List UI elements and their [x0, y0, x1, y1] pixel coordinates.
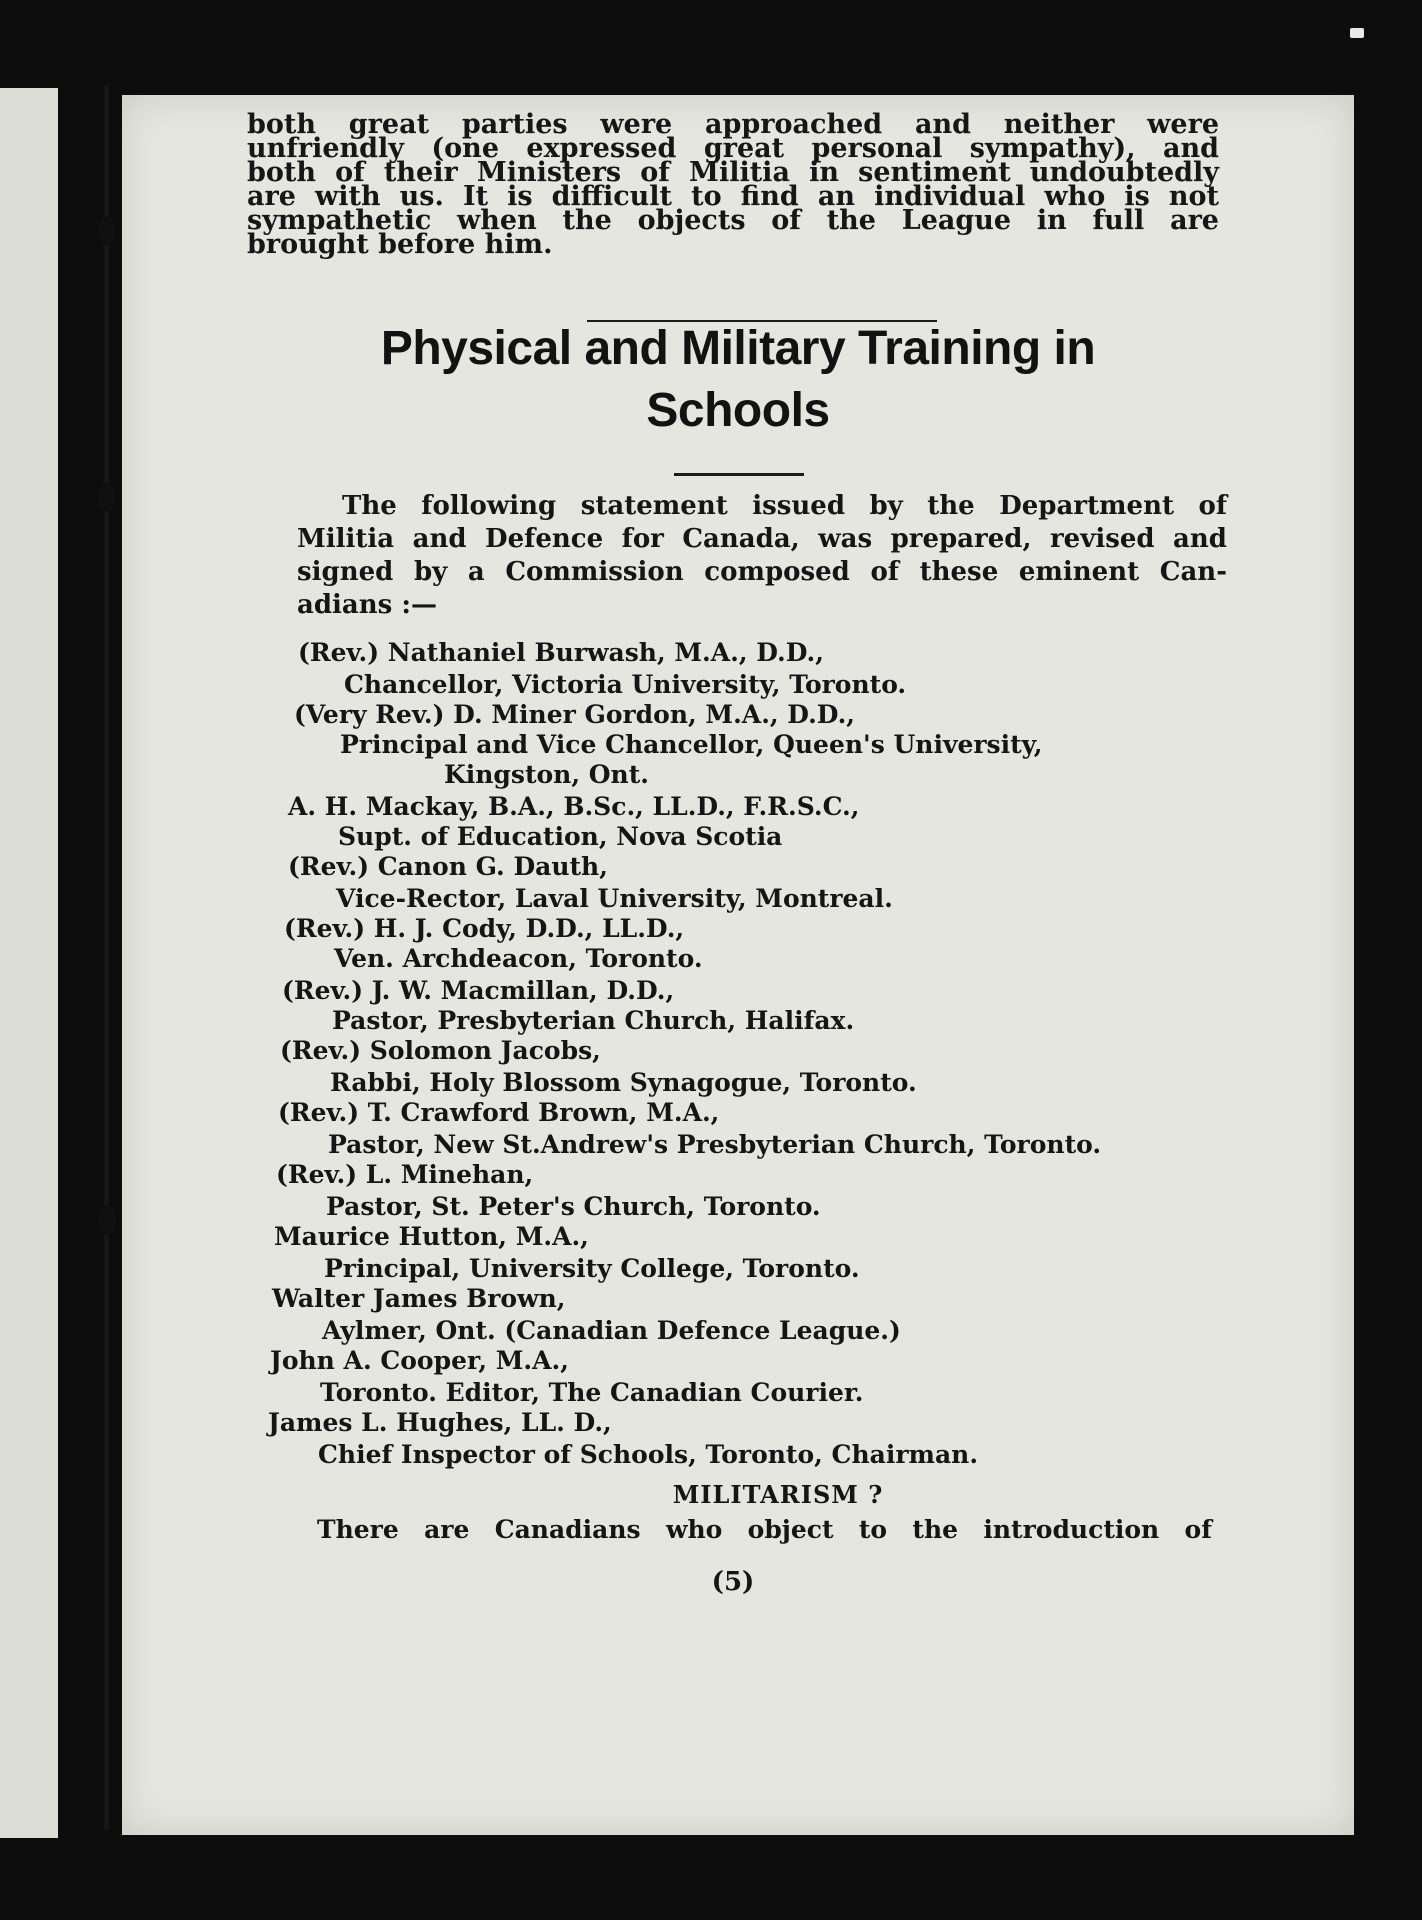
text-line: There are Canadians who object to the introduction of: [317, 1515, 1212, 1544]
text-line: both great parties were approached and neither were: [247, 109, 1219, 140]
list-item: Pastor, St. Peter's Church, Toronto.: [326, 1192, 821, 1221]
list-item: James L. Hughes, LL. D.,: [268, 1408, 612, 1437]
statement-paragraph: [297, 490, 1227, 622]
closing-paragraph: [317, 1513, 1212, 1546]
section-subheading: MILITARISM ?: [672, 1480, 884, 1509]
list-item: (Rev.) Canon G. Dauth,: [288, 852, 608, 881]
binding-mark: [98, 482, 116, 512]
film-mark: [1350, 28, 1364, 38]
text-line: Militia and Defence for Canada, was prepared, revised and: [297, 524, 1227, 554]
list-item: Aylmer, Ont. (Canadian Defence League.): [322, 1316, 901, 1345]
list-item: Pastor, Presbyterian Church, Halifax.: [332, 1006, 855, 1035]
binding-mark: [98, 1205, 116, 1235]
article-title-line2: Schools: [646, 384, 830, 437]
text-line: adians :—: [297, 590, 437, 620]
list-item: (Very Rev.) D. Miner Gordon, M.A., D.D.,: [294, 700, 855, 729]
list-item: Toronto. Editor, The Canadian Courier.: [320, 1378, 864, 1407]
list-item: Kingston, Ont.: [444, 760, 649, 789]
page-number: (5): [711, 1567, 755, 1597]
list-item: Maurice Hutton, M.A.,: [274, 1222, 589, 1251]
article-title: Physical and Military Training in: [380, 322, 1096, 375]
text-line: The following statement issued by the Department of: [342, 491, 1227, 521]
binding-mark: [98, 216, 116, 246]
text-line: are with us. It is difficult to find an individual who is not: [247, 181, 1219, 212]
document-page: [122, 95, 1354, 1835]
list-item: Rabbi, Holy Blossom Synagogue, Toronto.: [330, 1068, 917, 1097]
binding-line: [104, 85, 109, 1830]
list-item: Vice-Rector, Laval University, Montreal.: [336, 884, 893, 913]
list-item: Principal, University College, Toronto.: [324, 1254, 860, 1283]
list-item: Walter James Brown,: [272, 1284, 566, 1313]
list-item: (Rev.) T. Crawford Brown, M.A.,: [278, 1098, 720, 1127]
list-item: Supt. of Education, Nova Scotia: [338, 822, 783, 851]
list-item: Pastor, New St.Andrew's Presbyterian Church, Toronto.: [328, 1130, 1102, 1159]
text-line: unfriendly (one expressed great personal sympathy), and: [247, 133, 1219, 164]
list-item: Chief Inspector of Schools, Toronto, Chairman.: [318, 1440, 979, 1469]
list-item: (Rev.) Solomon Jacobs,: [280, 1036, 601, 1065]
text-line: signed by a Commission composed of these eminent Can-: [297, 557, 1227, 587]
text-line: sympathetic when the objects of the League in full are: [247, 205, 1219, 236]
list-item: Ven. Archdeacon, Toronto.: [334, 944, 703, 973]
list-item: John A. Cooper, M.A.,: [270, 1346, 569, 1375]
text-line: brought before him.: [247, 229, 553, 260]
list-item: A. H. Mackay, B.A., B.Sc., LL.D., F.R.S.C.,: [288, 792, 860, 821]
list-item: (Rev.) J. W. Macmillan, D.D.,: [282, 976, 675, 1005]
intro-paragraph: [247, 109, 1219, 260]
title-underline: [674, 473, 804, 476]
list-item: Principal and Vice Chancellor, Queen's University,: [340, 730, 1043, 759]
list-item: Chancellor, Victoria University, Toronto.: [344, 670, 907, 699]
text-line: both of their Ministers of Militia in sentiment undoubtedly: [247, 157, 1219, 188]
list-item: (Rev.) Nathaniel Burwash, M.A., D.D.,: [298, 638, 824, 667]
list-item: (Rev.) H. J. Cody, D.D., LL.D.,: [284, 914, 685, 943]
list-item: (Rev.) L. Minehan,: [276, 1160, 534, 1189]
adjacent-page-edge: [0, 88, 58, 1838]
